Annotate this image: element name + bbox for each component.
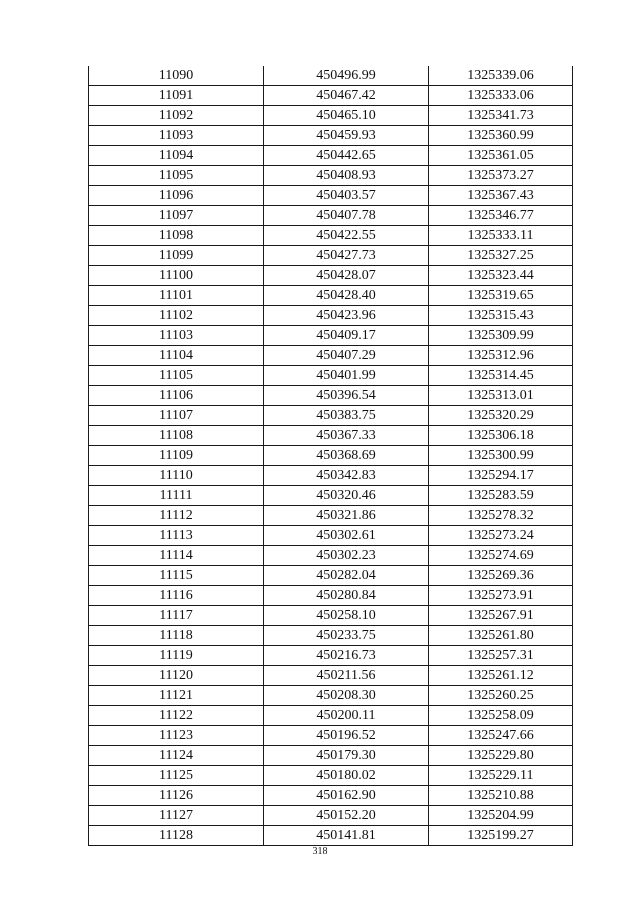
point-id-cell: 11105 — [89, 366, 264, 386]
coordinates-table — [88, 66, 573, 846]
y-coordinate-cell: 1325300.99 — [429, 446, 573, 466]
table-row — [89, 366, 573, 386]
table-row — [89, 786, 573, 806]
coordinates-table-body — [89, 66, 573, 846]
x-coordinate-cell: 450408.93 — [264, 166, 429, 186]
table-row — [89, 166, 573, 186]
table-row — [89, 386, 573, 406]
point-id-cell: 11091 — [89, 86, 264, 106]
y-coordinate-cell: 1325294.17 — [429, 466, 573, 486]
table-row — [89, 66, 573, 86]
point-id-cell: 11099 — [89, 246, 264, 266]
x-coordinate-cell: 450465.10 — [264, 106, 429, 126]
y-coordinate-cell: 1325247.66 — [429, 726, 573, 746]
y-coordinate-cell: 1325314.45 — [429, 366, 573, 386]
table-row — [89, 766, 573, 786]
x-coordinate-cell: 450459.93 — [264, 126, 429, 146]
point-id-cell: 11094 — [89, 146, 264, 166]
table-row — [89, 746, 573, 766]
y-coordinate-cell: 1325319.65 — [429, 286, 573, 306]
x-coordinate-cell: 450423.96 — [264, 306, 429, 326]
y-coordinate-cell: 1325229.80 — [429, 746, 573, 766]
x-coordinate-cell: 450302.61 — [264, 526, 429, 546]
point-id-cell: 11118 — [89, 626, 264, 646]
x-coordinate-cell: 450401.99 — [264, 366, 429, 386]
y-coordinate-cell: 1325320.29 — [429, 406, 573, 426]
x-coordinate-cell: 450233.75 — [264, 626, 429, 646]
x-coordinate-cell: 450409.17 — [264, 326, 429, 346]
table-row — [89, 186, 573, 206]
point-id-cell: 11119 — [89, 646, 264, 666]
x-coordinate-cell: 450280.84 — [264, 586, 429, 606]
point-id-cell: 11125 — [89, 766, 264, 786]
y-coordinate-cell: 1325339.06 — [429, 66, 573, 86]
x-coordinate-cell: 450396.54 — [264, 386, 429, 406]
point-id-cell: 11121 — [89, 686, 264, 706]
table-row — [89, 726, 573, 746]
point-id-cell: 11096 — [89, 186, 264, 206]
table-row — [89, 226, 573, 246]
x-coordinate-cell: 450196.52 — [264, 726, 429, 746]
point-id-cell: 11107 — [89, 406, 264, 426]
y-coordinate-cell: 1325210.88 — [429, 786, 573, 806]
table-row — [89, 346, 573, 366]
y-coordinate-cell: 1325333.06 — [429, 86, 573, 106]
x-coordinate-cell: 450162.90 — [264, 786, 429, 806]
x-coordinate-cell: 450282.04 — [264, 566, 429, 586]
x-coordinate-cell: 450442.65 — [264, 146, 429, 166]
y-coordinate-cell: 1325261.12 — [429, 666, 573, 686]
x-coordinate-cell: 450427.73 — [264, 246, 429, 266]
point-id-cell: 11104 — [89, 346, 264, 366]
table-row — [89, 206, 573, 226]
y-coordinate-cell: 1325333.11 — [429, 226, 573, 246]
point-id-cell: 11112 — [89, 506, 264, 526]
point-id-cell: 11126 — [89, 786, 264, 806]
x-coordinate-cell: 450179.30 — [264, 746, 429, 766]
y-coordinate-cell: 1325260.25 — [429, 686, 573, 706]
table-row — [89, 146, 573, 166]
point-id-cell: 11110 — [89, 466, 264, 486]
point-id-cell: 11127 — [89, 806, 264, 826]
point-id-cell: 11114 — [89, 546, 264, 566]
x-coordinate-cell: 450320.46 — [264, 486, 429, 506]
y-coordinate-cell: 1325199.27 — [429, 826, 573, 846]
point-id-cell: 11097 — [89, 206, 264, 226]
x-coordinate-cell: 450383.75 — [264, 406, 429, 426]
y-coordinate-cell: 1325278.32 — [429, 506, 573, 526]
table-row — [89, 706, 573, 726]
point-id-cell: 11103 — [89, 326, 264, 346]
y-coordinate-cell: 1325273.24 — [429, 526, 573, 546]
table-row — [89, 446, 573, 466]
y-coordinate-cell: 1325229.11 — [429, 766, 573, 786]
y-coordinate-cell: 1325306.18 — [429, 426, 573, 446]
table-row — [89, 826, 573, 846]
table-row — [89, 626, 573, 646]
table-row — [89, 666, 573, 686]
point-id-cell: 11116 — [89, 586, 264, 606]
table-row — [89, 406, 573, 426]
point-id-cell: 11106 — [89, 386, 264, 406]
point-id-cell: 11117 — [89, 606, 264, 626]
point-id-cell: 11108 — [89, 426, 264, 446]
x-coordinate-cell: 450367.33 — [264, 426, 429, 446]
point-id-cell: 11128 — [89, 826, 264, 846]
table-row — [89, 246, 573, 266]
y-coordinate-cell: 1325313.01 — [429, 386, 573, 406]
x-coordinate-cell: 450208.30 — [264, 686, 429, 706]
table-row — [89, 546, 573, 566]
x-coordinate-cell: 450368.69 — [264, 446, 429, 466]
y-coordinate-cell: 1325373.27 — [429, 166, 573, 186]
point-id-cell: 11122 — [89, 706, 264, 726]
x-coordinate-cell: 450152.20 — [264, 806, 429, 826]
x-coordinate-cell: 450141.81 — [264, 826, 429, 846]
y-coordinate-cell: 1325261.80 — [429, 626, 573, 646]
y-coordinate-cell: 1325274.69 — [429, 546, 573, 566]
x-coordinate-cell: 450200.11 — [264, 706, 429, 726]
point-id-cell: 11124 — [89, 746, 264, 766]
point-id-cell: 11090 — [89, 66, 264, 86]
table-row — [89, 266, 573, 286]
point-id-cell: 11102 — [89, 306, 264, 326]
y-coordinate-cell: 1325315.43 — [429, 306, 573, 326]
point-id-cell: 11123 — [89, 726, 264, 746]
y-coordinate-cell: 1325360.99 — [429, 126, 573, 146]
y-coordinate-cell: 1325273.91 — [429, 586, 573, 606]
table-row — [89, 526, 573, 546]
y-coordinate-cell: 1325257.31 — [429, 646, 573, 666]
x-coordinate-cell: 450467.42 — [264, 86, 429, 106]
table-row — [89, 466, 573, 486]
y-coordinate-cell: 1325346.77 — [429, 206, 573, 226]
point-id-cell: 11115 — [89, 566, 264, 586]
table-row — [89, 586, 573, 606]
y-coordinate-cell: 1325283.59 — [429, 486, 573, 506]
x-coordinate-cell: 450258.10 — [264, 606, 429, 626]
x-coordinate-cell: 450216.73 — [264, 646, 429, 666]
table-row — [89, 646, 573, 666]
point-id-cell: 11109 — [89, 446, 264, 466]
point-id-cell: 11120 — [89, 666, 264, 686]
y-coordinate-cell: 1325309.99 — [429, 326, 573, 346]
y-coordinate-cell: 1325258.09 — [429, 706, 573, 726]
table-row — [89, 106, 573, 126]
point-id-cell: 11098 — [89, 226, 264, 246]
x-coordinate-cell: 450211.56 — [264, 666, 429, 686]
point-id-cell: 11101 — [89, 286, 264, 306]
table-row — [89, 686, 573, 706]
table-row — [89, 326, 573, 346]
x-coordinate-cell: 450422.55 — [264, 226, 429, 246]
y-coordinate-cell: 1325269.36 — [429, 566, 573, 586]
point-id-cell: 11100 — [89, 266, 264, 286]
y-coordinate-cell: 1325367.43 — [429, 186, 573, 206]
table-row — [89, 86, 573, 106]
x-coordinate-cell: 450180.02 — [264, 766, 429, 786]
x-coordinate-cell: 450407.29 — [264, 346, 429, 366]
table-row — [89, 486, 573, 506]
x-coordinate-cell: 450407.78 — [264, 206, 429, 226]
y-coordinate-cell: 1325361.05 — [429, 146, 573, 166]
table-row — [89, 806, 573, 826]
y-coordinate-cell: 1325204.99 — [429, 806, 573, 826]
page-number: 318 — [312, 846, 328, 857]
point-id-cell: 11092 — [89, 106, 264, 126]
table-row — [89, 306, 573, 326]
x-coordinate-cell: 450496.99 — [264, 66, 429, 86]
table-row — [89, 506, 573, 526]
point-id-cell: 11113 — [89, 526, 264, 546]
x-coordinate-cell: 450321.86 — [264, 506, 429, 526]
table-row — [89, 286, 573, 306]
y-coordinate-cell: 1325323.44 — [429, 266, 573, 286]
point-id-cell: 11095 — [89, 166, 264, 186]
x-coordinate-cell: 450403.57 — [264, 186, 429, 206]
table-row — [89, 566, 573, 586]
x-coordinate-cell: 450342.83 — [264, 466, 429, 486]
y-coordinate-cell: 1325341.73 — [429, 106, 573, 126]
x-coordinate-cell: 450428.07 — [264, 266, 429, 286]
y-coordinate-cell: 1325327.25 — [429, 246, 573, 266]
table-row — [89, 426, 573, 446]
x-coordinate-cell: 450428.40 — [264, 286, 429, 306]
y-coordinate-cell: 1325312.96 — [429, 346, 573, 366]
y-coordinate-cell: 1325267.91 — [429, 606, 573, 626]
table-row — [89, 126, 573, 146]
table-row — [89, 606, 573, 626]
point-id-cell: 11093 — [89, 126, 264, 146]
x-coordinate-cell: 450302.23 — [264, 546, 429, 566]
point-id-cell: 11111 — [89, 486, 264, 506]
